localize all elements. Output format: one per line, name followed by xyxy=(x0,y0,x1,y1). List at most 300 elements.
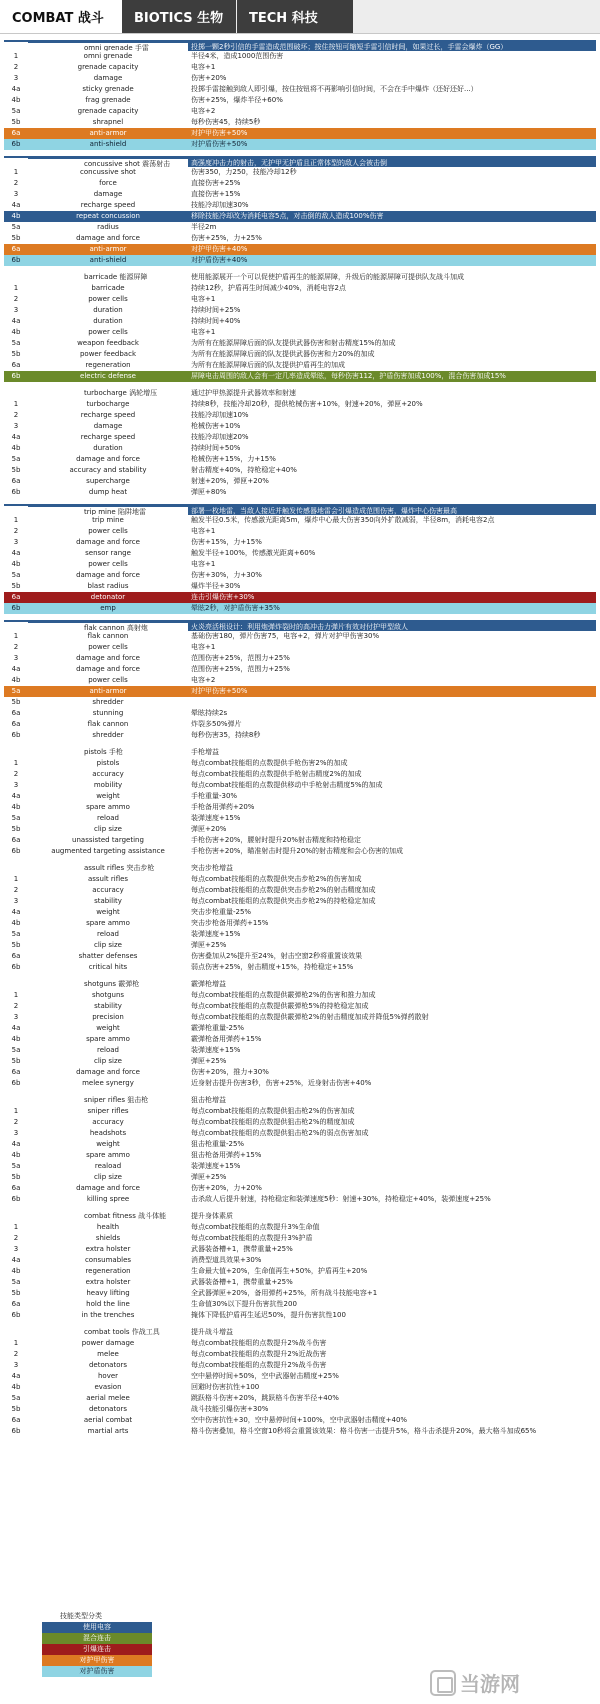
rank-cell: 2 xyxy=(13,886,19,894)
rank-cell: 4b xyxy=(11,1035,21,1043)
rank-cell: 4a xyxy=(11,85,21,93)
skill-row xyxy=(4,824,596,835)
upgrade-effect-cell: 为所有在能源屏障后面的队友提供护盾再生的加成 xyxy=(191,361,345,369)
skill-description: 使用能源展开一个可以促使护盾再生的能源屏障，升级后的能源屏障可提供队友战斗加成 xyxy=(191,273,464,281)
upgrade-name-cell: flak cannon xyxy=(87,632,129,640)
upgrade-effect-cell: 电容+1 xyxy=(191,560,216,568)
header-spacer xyxy=(4,979,28,990)
upgrade-effect-cell: 电容+2 xyxy=(191,107,216,115)
upgrade-name-cell: damage xyxy=(93,74,123,82)
upgrade-name-cell: anti-armor xyxy=(89,687,127,695)
upgrade-effect-cell: 触发半径0.5米，传感激光距离5m，爆炸中心最大伤害350向外扩散减弱，半径8m，消耗电容2点 xyxy=(191,516,495,524)
upgrade-effect-cell: 基础伤害180，弹片伤害75，电容+2，弹片对护甲伤害30% xyxy=(191,632,380,640)
rank-cell: 6b xyxy=(11,847,21,855)
skill-row xyxy=(4,1404,596,1415)
skill-title: omni grenade 手雷 xyxy=(28,42,188,51)
upgrade-name-cell: concussive shot xyxy=(80,168,136,176)
skill-row xyxy=(4,1360,596,1371)
upgrade-name-cell: damage and force xyxy=(76,234,140,242)
skill-row xyxy=(4,1310,596,1321)
skill-row xyxy=(4,410,596,421)
upgrade-effect-cell: 爆炸半径+30% xyxy=(191,582,241,590)
rank-cell: 6b xyxy=(11,1427,21,1435)
skill-row xyxy=(4,1078,596,1089)
upgrade-effect-cell: 枪械伤害+10% xyxy=(191,422,241,430)
skill-row xyxy=(4,189,596,200)
upgrade-name-cell: damage xyxy=(93,190,123,198)
upgrade-name-cell: killing spree xyxy=(86,1195,130,1203)
upgrade-effect-cell: 伤害叠加从2%提升至24%，射击空窗2秒将重置该效果 xyxy=(191,952,363,960)
skill-row xyxy=(4,421,596,432)
skill-header-row xyxy=(4,40,596,51)
upgrade-name-cell: aerial melee xyxy=(86,1394,130,1402)
skill-row xyxy=(4,1194,596,1205)
upgrade-effect-cell: 伤害+20%，推力+30% xyxy=(191,1068,269,1076)
rank-cell: 3 xyxy=(13,74,19,82)
header-spacer xyxy=(4,158,28,167)
rank-cell: 5b xyxy=(11,234,21,242)
header-spacer xyxy=(4,1211,28,1222)
upgrade-effect-cell: 霰弹枪备用弹药+15% xyxy=(191,1035,262,1043)
upgrade-name-cell: anti-armor xyxy=(89,245,127,253)
upgrade-name-cell: duration xyxy=(93,317,123,325)
upgrade-effect-cell: 装弹速度+15% xyxy=(191,930,241,938)
skill-tables xyxy=(0,40,596,1437)
header-spacer xyxy=(4,388,28,399)
upgrade-effect-cell: 手枪重量-30% xyxy=(191,792,238,800)
rank-cell: 3 xyxy=(13,422,19,430)
watermark-logo-icon xyxy=(430,1670,456,1696)
skill-row xyxy=(4,769,596,780)
rank-cell: 4b xyxy=(11,212,21,220)
skill-row xyxy=(4,443,596,454)
rank-cell: 3 xyxy=(13,654,19,662)
rank-cell: 6b xyxy=(11,140,21,148)
upgrade-name-cell: shotguns xyxy=(91,991,125,999)
skill-row xyxy=(4,559,596,570)
skill-row xyxy=(4,178,596,189)
header-spacer xyxy=(4,1327,28,1338)
rank-cell: 5b xyxy=(11,1057,21,1065)
upgrade-effect-cell: 弹匣+25% xyxy=(191,941,227,949)
skill-row xyxy=(4,62,596,73)
rank-cell: 6a xyxy=(11,129,21,137)
upgrade-effect-cell: 屏障电击周围的敌人会有一定几率造成晕眩，每秒伤害112，护盾伤害加成100%，混合伤害加成15% xyxy=(191,372,506,380)
upgrade-effect-cell: 射击精度+40%，持枪稳定+40% xyxy=(191,466,297,474)
watermark xyxy=(430,1668,520,1697)
upgrade-effect-cell: 击杀敌人后提升射速，持枪稳定和装弹速度5秒：射速+30%，持枪稳定+40%，装弹速度+25% xyxy=(191,1195,491,1203)
rank-cell: 5a xyxy=(11,107,21,115)
upgrade-effect-cell: 战斗技能引爆伤害+30% xyxy=(191,1405,269,1413)
skill-row xyxy=(4,222,596,233)
rank-cell: 4a xyxy=(11,317,21,325)
rank-cell: 1 xyxy=(13,1339,19,1347)
upgrade-name-cell: sniper rifles xyxy=(87,1107,129,1115)
skill-row xyxy=(4,167,596,178)
upgrade-name-cell: heavy lifting xyxy=(86,1289,130,1297)
skill-row xyxy=(4,349,596,360)
skill-row xyxy=(4,1067,596,1078)
upgrade-effect-cell: 半径4米，造成1000范围伤害 xyxy=(191,52,284,60)
upgrade-effect-cell: 持续时间+50% xyxy=(191,444,241,452)
tab-bar xyxy=(0,0,600,34)
skill-row xyxy=(4,454,596,465)
upgrade-effect-cell: 每点combat技能组的点数提供霰弹枪2%的伤害和推力加成 xyxy=(191,991,376,999)
upgrade-effect-cell: 空中伤害抗性+30，空中悬停时间+100%，空中武器射击精度+40% xyxy=(191,1416,408,1424)
rank-cell: 2 xyxy=(13,1002,19,1010)
upgrade-effect-cell: 每点combat技能组的点数提升2%近战伤害 xyxy=(191,1350,327,1358)
upgrade-effect-cell: 弹匣+20% xyxy=(191,825,227,833)
upgrade-name-cell: clip size xyxy=(94,1173,122,1181)
upgrade-name-cell: unassisted targeting xyxy=(72,836,144,844)
rank-cell: 6b xyxy=(11,1195,21,1203)
upgrade-name-cell: damage and force xyxy=(76,1068,140,1076)
skill-row xyxy=(4,399,596,410)
skill-row xyxy=(4,1288,596,1299)
upgrade-effect-cell: 直接伤害+15% xyxy=(191,190,241,198)
skill-row xyxy=(4,1161,596,1172)
rank-cell: 2 xyxy=(13,643,19,651)
skill-description: 霰弹枪增益 xyxy=(191,980,226,988)
skill-row xyxy=(4,338,596,349)
upgrade-effect-cell: 触发半径+100%，传感激光距离+60% xyxy=(191,549,316,557)
skill-row xyxy=(4,962,596,973)
upgrade-effect-cell: 弹匣+25% xyxy=(191,1057,227,1065)
skill-row xyxy=(4,95,596,106)
skill-header-row xyxy=(4,620,596,631)
upgrade-effect-cell: 武器装备槽+1，携带重量+25% xyxy=(191,1245,293,1253)
upgrade-effect-cell: 伤害+25%，爆炸半径+60% xyxy=(191,96,283,104)
skill-row xyxy=(4,791,596,802)
upgrade-effect-cell: 持续时间+25% xyxy=(191,306,241,314)
skill-row xyxy=(4,719,596,730)
rank-cell: 5a xyxy=(11,571,21,579)
upgrade-effect-cell: 全武器弹匣+20%，备用弹药+25%，所有战斗技能电容+1 xyxy=(191,1289,378,1297)
skill-row xyxy=(4,835,596,846)
upgrade-effect-cell: 持续8秒，技能冷却20秒，提供枪械伤害+10%，射速+20%，弹匣+20% xyxy=(191,400,423,408)
upgrade-effect-cell: 每点combat技能组的点数提升3%生命值 xyxy=(191,1223,320,1231)
upgrade-name-cell: shatter defenses xyxy=(78,952,138,960)
skill-row xyxy=(4,1023,596,1034)
skill-row xyxy=(4,51,596,62)
upgrade-name-cell: emp xyxy=(100,604,116,612)
skill-row xyxy=(4,211,596,222)
tab-biotics[interactable]: BIOTICS 生物 xyxy=(122,0,237,33)
rank-cell: 1 xyxy=(13,875,19,883)
skill-section-sniper xyxy=(4,1095,596,1205)
upgrade-name-cell: stunning xyxy=(92,709,124,717)
skill-title: concussive shot 震荡射击 xyxy=(28,158,188,167)
upgrade-name-cell: melee xyxy=(97,1350,119,1358)
upgrade-effect-cell: 技能冷却加速20% xyxy=(191,433,249,441)
rank-cell: 3 xyxy=(13,190,19,198)
upgrade-name-cell: evasion xyxy=(94,1383,122,1391)
skill-header-row xyxy=(4,1211,596,1222)
rank-cell: 4a xyxy=(11,908,21,916)
skill-description: 狙击枪增益 xyxy=(191,1096,226,1104)
rank-cell: 4a xyxy=(11,549,21,557)
upgrade-effect-cell: 突击步枪备用弹药+15% xyxy=(191,919,269,927)
rank-cell: 5b xyxy=(11,582,21,590)
skill-row xyxy=(4,1415,596,1426)
upgrade-effect-cell: 武器装备槽+1，携带重量+25% xyxy=(191,1278,293,1286)
rank-cell: 2 xyxy=(13,1234,19,1242)
skill-row xyxy=(4,1244,596,1255)
skill-row xyxy=(4,1371,596,1382)
upgrade-name-cell: headshots xyxy=(89,1129,127,1137)
rank-cell: 6a xyxy=(11,477,21,485)
upgrade-effect-cell: 每点combat技能组的点数提供手枪射击精度2%的加成 xyxy=(191,770,362,778)
upgrade-effect-cell: 为所有在能源屏障后面的队友提供武器伤害和力20%的加成 xyxy=(191,350,375,358)
skill-row xyxy=(4,526,596,537)
upgrade-effect-cell: 连击引爆伤害+30% xyxy=(191,593,255,601)
skill-row xyxy=(4,200,596,211)
skill-description: 通过护甲热源提升武器效率和射速 xyxy=(191,389,296,397)
skill-row xyxy=(4,1056,596,1067)
upgrade-name-cell: duration xyxy=(93,306,123,314)
rank-cell: 6a xyxy=(11,1416,21,1424)
upgrade-name-cell: in the trenches xyxy=(81,1311,135,1319)
rank-cell: 2 xyxy=(13,770,19,778)
rank-cell: 2 xyxy=(13,295,19,303)
rank-cell: 6a xyxy=(11,1068,21,1076)
upgrade-effect-cell: 对护甲伤害+40% xyxy=(191,245,248,253)
upgrade-effect-cell: 手枪伤害+20%，腰射时提升20%射击精度和持枪稳定 xyxy=(191,836,361,844)
upgrade-name-cell: recharge speed xyxy=(80,433,136,441)
skill-row xyxy=(4,487,596,498)
rank-cell: 2 xyxy=(13,411,19,419)
rank-cell: 4a xyxy=(11,1256,21,1264)
skill-description: 手枪增益 xyxy=(191,748,219,756)
rank-cell: 4a xyxy=(11,792,21,800)
rank-cell: 3 xyxy=(13,538,19,546)
skill-section-omni xyxy=(4,40,596,150)
skill-row xyxy=(4,117,596,128)
rank-cell: 1 xyxy=(13,1107,19,1115)
skill-title: assult rifles 突击步枪 xyxy=(84,864,155,872)
upgrade-name-cell: weight xyxy=(96,908,120,916)
upgrade-name-cell: reload xyxy=(97,1046,119,1054)
legend-item: 引爆连击 xyxy=(42,1644,152,1655)
upgrade-name-cell: aerial combat xyxy=(83,1416,133,1424)
skill-header-row xyxy=(4,863,596,874)
rank-cell: 6a xyxy=(11,709,21,717)
upgrade-effect-cell: 技能冷却加速30% xyxy=(191,201,249,209)
upgrade-effect-cell: 每点combat技能组的点数提供移动中手枪射击精度5%的加成 xyxy=(191,781,383,789)
upgrade-name-cell: precision xyxy=(92,1013,124,1021)
upgrade-name-cell: spare ammo xyxy=(86,1035,130,1043)
upgrade-name-cell: weight xyxy=(96,1024,120,1032)
upgrade-name-cell: accuracy and stability xyxy=(69,466,147,474)
skill-section-pistols xyxy=(4,747,596,857)
skill-description: 火炎亮活根设计：利用炮弹炸裂时的高冲击力弹片有效对付护甲型敌人 xyxy=(191,623,408,631)
rank-cell: 1 xyxy=(13,284,19,292)
skill-row xyxy=(4,675,596,686)
rank-cell: 6a xyxy=(11,593,21,601)
skill-row xyxy=(4,1338,596,1349)
upgrade-effect-cell: 空中悬停时间+50%，空中武器射击精度+25% xyxy=(191,1372,339,1380)
upgrade-name-cell: power cells xyxy=(88,328,128,336)
rank-cell: 6b xyxy=(11,604,21,612)
skill-header-row xyxy=(4,272,596,283)
upgrade-name-cell: regeneration xyxy=(85,1267,131,1275)
upgrade-name-cell: damage and force xyxy=(76,571,140,579)
upgrade-effect-cell: 技能冷却加速10% xyxy=(191,411,249,419)
skill-header-row xyxy=(4,1095,596,1106)
skill-row xyxy=(4,631,596,642)
upgrade-effect-cell: 晕眩持续2s xyxy=(191,709,228,717)
upgrade-name-cell: power cells xyxy=(88,676,128,684)
rank-cell: 6b xyxy=(11,256,21,264)
upgrade-name-cell: shields xyxy=(95,1234,121,1242)
upgrade-name-cell: power cells xyxy=(88,643,128,651)
skill-title: trip mine 陷阱地雷 xyxy=(28,506,188,515)
rank-cell: 3 xyxy=(13,897,19,905)
skill-row xyxy=(4,1172,596,1183)
rank-cell: 4b xyxy=(11,1383,21,1391)
rank-cell: 6a xyxy=(11,720,21,728)
upgrade-name-cell: duration xyxy=(93,444,123,452)
upgrade-effect-cell: 伤害+30%，力+30% xyxy=(191,571,262,579)
upgrade-effect-cell: 对护甲伤害+50% xyxy=(191,129,248,137)
upgrade-effect-cell: 每点combat技能组的点数提供霰弹枪5%的持枪稳定加成 xyxy=(191,1002,369,1010)
upgrade-effect-cell: 对护盾伤害+40% xyxy=(191,256,248,264)
upgrade-name-cell: sticky grenade xyxy=(82,85,134,93)
rank-cell: 1 xyxy=(13,52,19,60)
upgrade-effect-cell: 每点combat技能组的点数提供突击步枪2%的持枪稳定加成 xyxy=(191,897,376,905)
upgrade-name-cell: reaload xyxy=(94,1162,122,1170)
upgrade-effect-cell: 每点combat技能组的点数提升3%护盾 xyxy=(191,1234,313,1242)
upgrade-effect-cell: 狙击枪备用弹药+15% xyxy=(191,1151,262,1159)
skill-title: combat tools 作战工具 xyxy=(84,1328,160,1336)
skill-row xyxy=(4,537,596,548)
skill-row xyxy=(4,730,596,741)
skill-header-row xyxy=(4,979,596,990)
skill-row xyxy=(4,476,596,487)
rank-cell: 5a xyxy=(11,1046,21,1054)
rank-cell: 1 xyxy=(13,516,19,524)
upgrade-name-cell: sensor range xyxy=(85,549,131,557)
skill-title: sniper rifles 狙击枪 xyxy=(84,1096,149,1104)
rank-cell: 4b xyxy=(11,328,21,336)
skill-row xyxy=(4,642,596,653)
upgrade-effect-cell: 范围伤害+25%，范围力+25% xyxy=(191,665,290,673)
skill-row xyxy=(4,73,596,84)
rank-cell: 5b xyxy=(11,350,21,358)
upgrade-name-cell: grenade capacity xyxy=(77,63,139,71)
rank-cell: 6a xyxy=(11,245,21,253)
tab-combat[interactable]: COMBAT 战斗 xyxy=(0,0,122,33)
upgrade-name-cell: critical hits xyxy=(88,963,128,971)
rank-cell: 2 xyxy=(13,63,19,71)
upgrade-name-cell: augmented targeting assistance xyxy=(51,847,165,855)
rank-cell: 1 xyxy=(13,400,19,408)
upgrade-effect-cell: 装弹速度+15% xyxy=(191,1162,241,1170)
skill-row xyxy=(4,697,596,708)
upgrade-name-cell: recharge speed xyxy=(80,411,136,419)
skill-header-row xyxy=(4,504,596,515)
upgrade-name-cell: accuracy xyxy=(92,1118,124,1126)
rank-cell: 5b xyxy=(11,1289,21,1297)
rank-cell: 3 xyxy=(13,1245,19,1253)
upgrade-effect-cell: 消费型道具效果+30% xyxy=(191,1256,262,1264)
tab-tech[interactable]: TECH 科技 xyxy=(237,0,354,33)
upgrade-name-cell: weight xyxy=(96,792,120,800)
upgrade-name-cell: flak cannon xyxy=(87,720,129,728)
upgrade-name-cell: trip mine xyxy=(92,516,124,524)
upgrade-name-cell: barricade xyxy=(91,284,125,292)
skill-description: 高强度冲击力的射击，无护甲无护盾且正常体型的敌人会被击倒 xyxy=(191,159,387,167)
header-spacer xyxy=(4,863,28,874)
upgrade-effect-cell: 持续12秒，护盾再生时间减少40%，消耗电容2点 xyxy=(191,284,346,292)
rank-cell: 5b xyxy=(11,825,21,833)
skill-header-row xyxy=(4,156,596,167)
skill-header-row xyxy=(4,388,596,399)
header-spacer xyxy=(4,1095,28,1106)
upgrade-effect-cell: 电容+1 xyxy=(191,527,216,535)
upgrade-effect-cell: 装弹速度+15% xyxy=(191,814,241,822)
upgrade-effect-cell: 投掷手雷接触到敌人即引爆，按住按钮将不再影响引信时间，不会在手中爆炸（还好还好...） xyxy=(191,85,478,93)
rank-cell: 4b xyxy=(11,676,21,684)
skill-row xyxy=(4,885,596,896)
rank-cell: 5a xyxy=(11,687,21,695)
upgrade-effect-cell: 伤害+15%，力+15% xyxy=(191,538,262,546)
upgrade-effect-cell: 持续时间+40% xyxy=(191,317,241,325)
rank-cell: 6b xyxy=(11,1311,21,1319)
upgrade-name-cell: reload xyxy=(97,814,119,822)
upgrade-effect-cell: 炸裂多50%弹片 xyxy=(191,720,242,728)
upgrade-effect-cell: 每点combat技能组的点数提供狙击枪2%的精度加成 xyxy=(191,1118,355,1126)
skill-row xyxy=(4,1382,596,1393)
skill-row xyxy=(4,918,596,929)
skill-row xyxy=(4,371,596,382)
skill-row xyxy=(4,846,596,857)
skill-row xyxy=(4,244,596,255)
upgrade-name-cell: hold the line xyxy=(86,1300,130,1308)
upgrade-name-cell: reload xyxy=(97,930,119,938)
rank-cell: 6b xyxy=(11,488,21,496)
upgrade-name-cell: hover xyxy=(97,1372,119,1380)
rank-cell: 2 xyxy=(13,527,19,535)
rank-cell: 4b xyxy=(11,560,21,568)
skill-row xyxy=(4,233,596,244)
upgrade-effect-cell: 伤害350，力250，技能冷却12秒 xyxy=(191,168,297,176)
skill-row xyxy=(4,84,596,95)
upgrade-name-cell: stability xyxy=(94,1002,122,1010)
skill-row xyxy=(4,813,596,824)
rank-cell: 5a xyxy=(11,1394,21,1402)
upgrade-name-cell: shredder xyxy=(92,698,124,706)
rank-cell: 6a xyxy=(11,1300,21,1308)
upgrade-effect-cell: 每点combat技能组的点数提供突击步枪2%的伤害加成 xyxy=(191,875,362,883)
upgrade-name-cell: frag grenade xyxy=(85,96,131,104)
skill-title: shotguns 霰弹枪 xyxy=(84,980,140,988)
skill-row xyxy=(4,327,596,338)
skill-row xyxy=(4,305,596,316)
upgrade-effect-cell: 半径2m xyxy=(191,223,217,231)
upgrade-effect-cell: 手枪伤害+20%，瞄准射击时提升20%的射击精度和会心伤害的加成 xyxy=(191,847,403,855)
skill-row xyxy=(4,1426,596,1437)
upgrade-effect-cell: 范围伤害+25%，范围力+25% xyxy=(191,654,290,662)
skill-section-concussive xyxy=(4,156,596,266)
rank-cell: 4b xyxy=(11,803,21,811)
skill-description: 突击步枪增益 xyxy=(191,864,233,872)
rank-cell: 4b xyxy=(11,444,21,452)
rank-cell: 1 xyxy=(13,168,19,176)
upgrade-effect-cell: 手枪备用弹药+20% xyxy=(191,803,255,811)
skill-row xyxy=(4,106,596,117)
header-spacer xyxy=(4,272,28,283)
